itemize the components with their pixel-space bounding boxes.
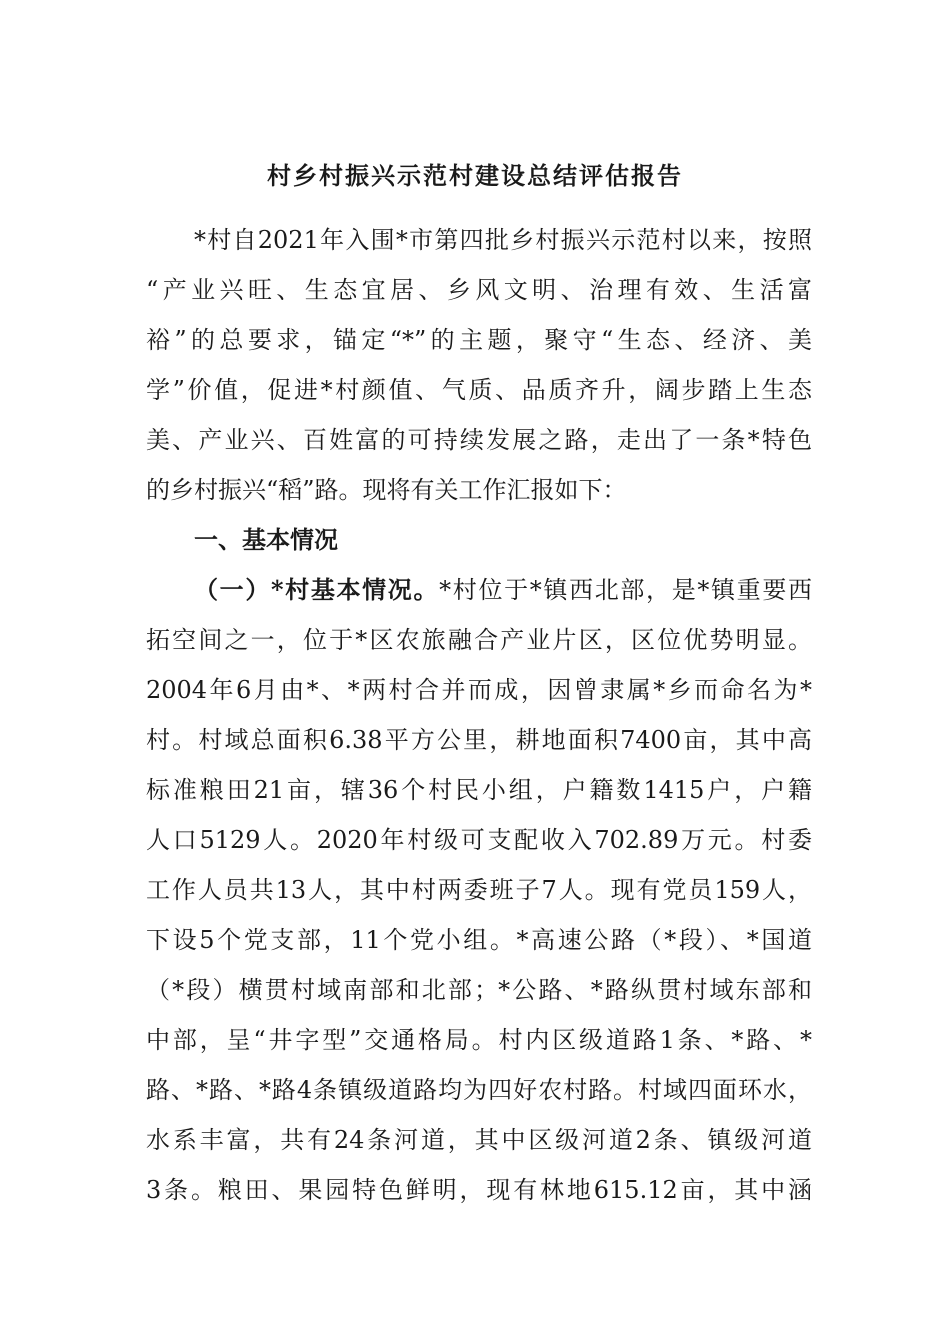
body-line: 路、*路、*路4条镇级道路均为四好农村路。村域四面环水， <box>146 1076 812 1104</box>
body-line: 下设5个党支部，11个党小组。*高速公路（*段）、*国道 <box>146 926 812 954</box>
intro-line: 学”价值，促进*村颜值、气质、品质齐升，阔步踏上生态 <box>146 376 812 404</box>
intro-line: 的乡村振兴“稻”路。现将有关工作汇报如下： <box>146 476 627 504</box>
body-line: 村。村域总面积6.38平方公里，耕地面积7400亩，其中高 <box>146 726 812 754</box>
body-line: 3条。粮田、果园特色鲜明，现有林地615.12亩，其中涵 <box>146 1176 812 1204</box>
body-line: 2004年6月由*、*两村合并而成，因曾隶属*乡而命名为* <box>146 676 812 704</box>
body-line: （*段）横贯村域南部和北部；*公路、*路纵贯村域东部和 <box>146 976 812 1004</box>
body-line: 拓空间之一，位于*区农旅融合产业片区，区位优势明显。 <box>146 626 812 654</box>
body-line: 人口5129人。2020年村级可支配收入702.89万元。村委 <box>146 826 812 854</box>
body-line: 中部，呈“井字型”交通格局。村内区级道路1条、*路、* <box>146 1026 812 1054</box>
intro-line: *村自2021年入围*市第四批乡村振兴示范村以来，按照 <box>194 226 812 254</box>
section-heading: 一、基本情况 <box>194 525 338 554</box>
document-title: 村乡村振兴示范村建设总结评估报告 <box>267 161 683 190</box>
subsection-first-line <box>194 574 812 606</box>
body-line: 工作人员共13人，其中村两委班子7人。现有党员159人， <box>146 876 812 904</box>
intro-line: 美、产业兴、百姓富的可持续发展之路，走出了一条*特色 <box>146 426 812 454</box>
subsection-text: *村位于*镇西北部，是*镇重要西 <box>439 576 812 604</box>
body-line: 标准粮田21亩，辖36个村民小组，户籍数1415户，户籍 <box>146 776 812 804</box>
intro-line: “产业兴旺、生态宜居、乡风文明、治理有效、生活富 <box>146 276 812 304</box>
intro-line: 裕”的总要求，锚定“*”的主题，聚守“生态、经济、美 <box>146 326 812 354</box>
subsection-title: （一）*村基本情况。 <box>194 575 440 604</box>
body-line: 水系丰富，共有24条河道，其中区级河道2条、镇级河道 <box>146 1126 812 1154</box>
